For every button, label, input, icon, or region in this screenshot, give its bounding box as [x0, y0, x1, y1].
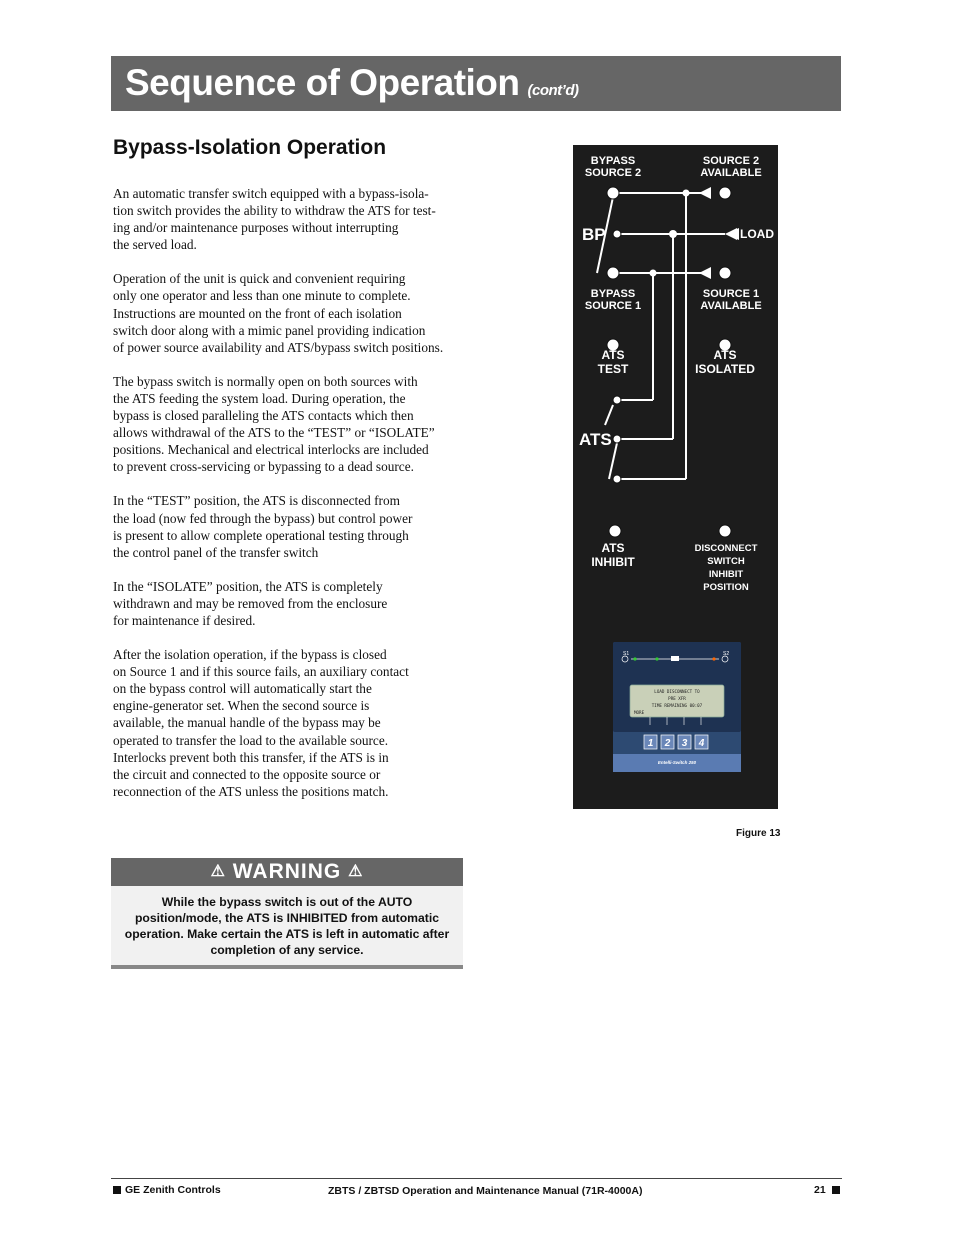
footer-manual-title: ZBTS / ZBTSD Operation and Maintenance Manual (71R-4000A) — [328, 1185, 643, 1197]
controller-button-2[interactable]: 2 — [664, 738, 671, 749]
footer-company — [113, 1184, 221, 1196]
source2-available-label: AVAILABLE — [700, 167, 762, 179]
disconnect-label: INHIBIT — [708, 569, 744, 580]
lcd-line: LOAD DISCONNECT TO — [654, 689, 700, 694]
warning-title: WARNING — [232, 860, 342, 883]
controller-button-1[interactable]: 1 — [647, 738, 654, 749]
bypass-source1-indicator — [607, 267, 619, 279]
paragraph: In the “ISOLATE” position, the ATS is completely withdrawn and may be removed from the enclosure for maintenance if desired. — [113, 578, 388, 628]
ats-test-label: TEST — [597, 362, 629, 376]
s1-label: S1 — [623, 651, 630, 657]
lcd-line: PRE XFR — [668, 696, 686, 701]
ats-isolated-label: ISOLATED — [695, 362, 755, 376]
mimic-panel-diagram — [573, 145, 778, 809]
ats-label: ATS — [579, 430, 612, 449]
controller-button-4[interactable]: 4 — [698, 738, 705, 749]
source2-available-label: SOURCE 2 — [702, 155, 760, 167]
section-heading: Bypass-Isolation Operation — [113, 136, 387, 159]
page-number: 21 — [814, 1184, 826, 1196]
bypass-source2-indicator — [607, 187, 619, 199]
warning-text: While the bypass switch is out of the AUTO position/mode, the ATS is INHIBITED from automatic operation. Make certain the ATS is left in automatic after completion of any service. — [124, 895, 450, 957]
paragraph: The bypass switch is normally open on both sources with the ATS feeding the system load. During operation, the bypass is closed paralleling the ATS contacts which then allows withdrawal of the ATS to the “TEST” or “ISOLATE” positions. Mechanical and electrical interlocks are included to prevent cross-servicing or bypassing to a dead source. — [113, 373, 435, 475]
body-text — [113, 185, 465, 817]
warning-icon: ⚠ — [210, 863, 226, 880]
lcd-line: TIME REMAINING 00:07 — [651, 703, 703, 708]
warning-box — [111, 858, 463, 969]
footer-square-icon — [113, 1186, 121, 1194]
source1-available-indicator — [719, 267, 731, 279]
bypass-source1-label: SOURCE 1 — [584, 300, 642, 312]
footer-rule — [111, 1178, 842, 1179]
page-title: Sequence of Operation (cont’d) — [125, 62, 579, 103]
paragraph: After the isolation operation, if the bypass is closed on Source 1 and if this source fails, an auxiliary contact on the bypass control will automatically start the engine-generator set. When the second source is available, the manual handle of the bypass may be operated to transfer the load to the available source. Interlocks prevent both this transfer, if the ATS is in the circuit and connected to the opposite source or reconnection of the ATS unless the positions match. — [113, 647, 409, 799]
source2-available-indicator — [719, 187, 731, 199]
ats-test-label: ATS — [601, 348, 625, 362]
controller — [613, 642, 741, 772]
disconnect-label: DISCONNECT — [694, 543, 758, 554]
source1-available-label: SOURCE 1 — [702, 288, 760, 300]
ats-isolated-label: ATS — [713, 348, 737, 362]
disconnect-label: POSITION — [703, 582, 749, 593]
paragraph: Operation of the unit is quick and convenient requiring only one operator and less than one minute to complete. Instructions are mounted on the front of each isolation switch door along with a mimic panel providing indication of power source availability and ATS/bypass switch positions. — [113, 271, 444, 355]
footer-page — [814, 1184, 840, 1196]
source1-available-label: AVAILABLE — [700, 300, 762, 312]
disconnect-label: SWITCH — [707, 556, 745, 567]
mimic-panel — [573, 145, 778, 809]
ats-inhibit-label: INHIBIT — [591, 555, 635, 569]
bypass-source1-label: BYPASS — [590, 288, 636, 300]
warning-header — [111, 858, 463, 886]
header-bar — [111, 56, 841, 111]
load-label: LOAD — [740, 227, 774, 241]
ats-inhibit-indicator — [609, 525, 621, 537]
s2-label: S2 — [723, 651, 730, 657]
paragraph: An automatic transfer switch equipped with a bypass-isola- tion switch provides the ability to withdraw the ATS for test- ing and/or maintenance purposes without interrupting the served load. — [113, 186, 436, 253]
controller-button-3[interactable]: 3 — [681, 738, 688, 749]
footer-square-icon — [832, 1186, 840, 1194]
figure-caption: Figure 13 — [736, 828, 781, 839]
lcd-line: MORE — [634, 710, 645, 715]
warning-icon: ⚠ — [348, 863, 364, 880]
footer-company-text: GE Zenith Controls — [125, 1184, 221, 1196]
ats-inhibit-label: ATS — [601, 541, 625, 555]
page-subtitle: (cont’d) — [527, 82, 579, 99]
bp-label: BP — [582, 225, 606, 244]
bypass-source2-label: BYPASS — [590, 155, 636, 167]
disconnect-inhibit-indicator — [719, 525, 731, 537]
controller-brand: Entelli-Switch 250 — [657, 760, 697, 765]
paragraph: In the “TEST” position, the ATS is disconnected from the load (now fed through the bypass) but control power is present to allow complete operational testing through the control panel of the transfer switch — [113, 493, 413, 560]
bypass-source2-label: SOURCE 2 — [584, 167, 642, 179]
